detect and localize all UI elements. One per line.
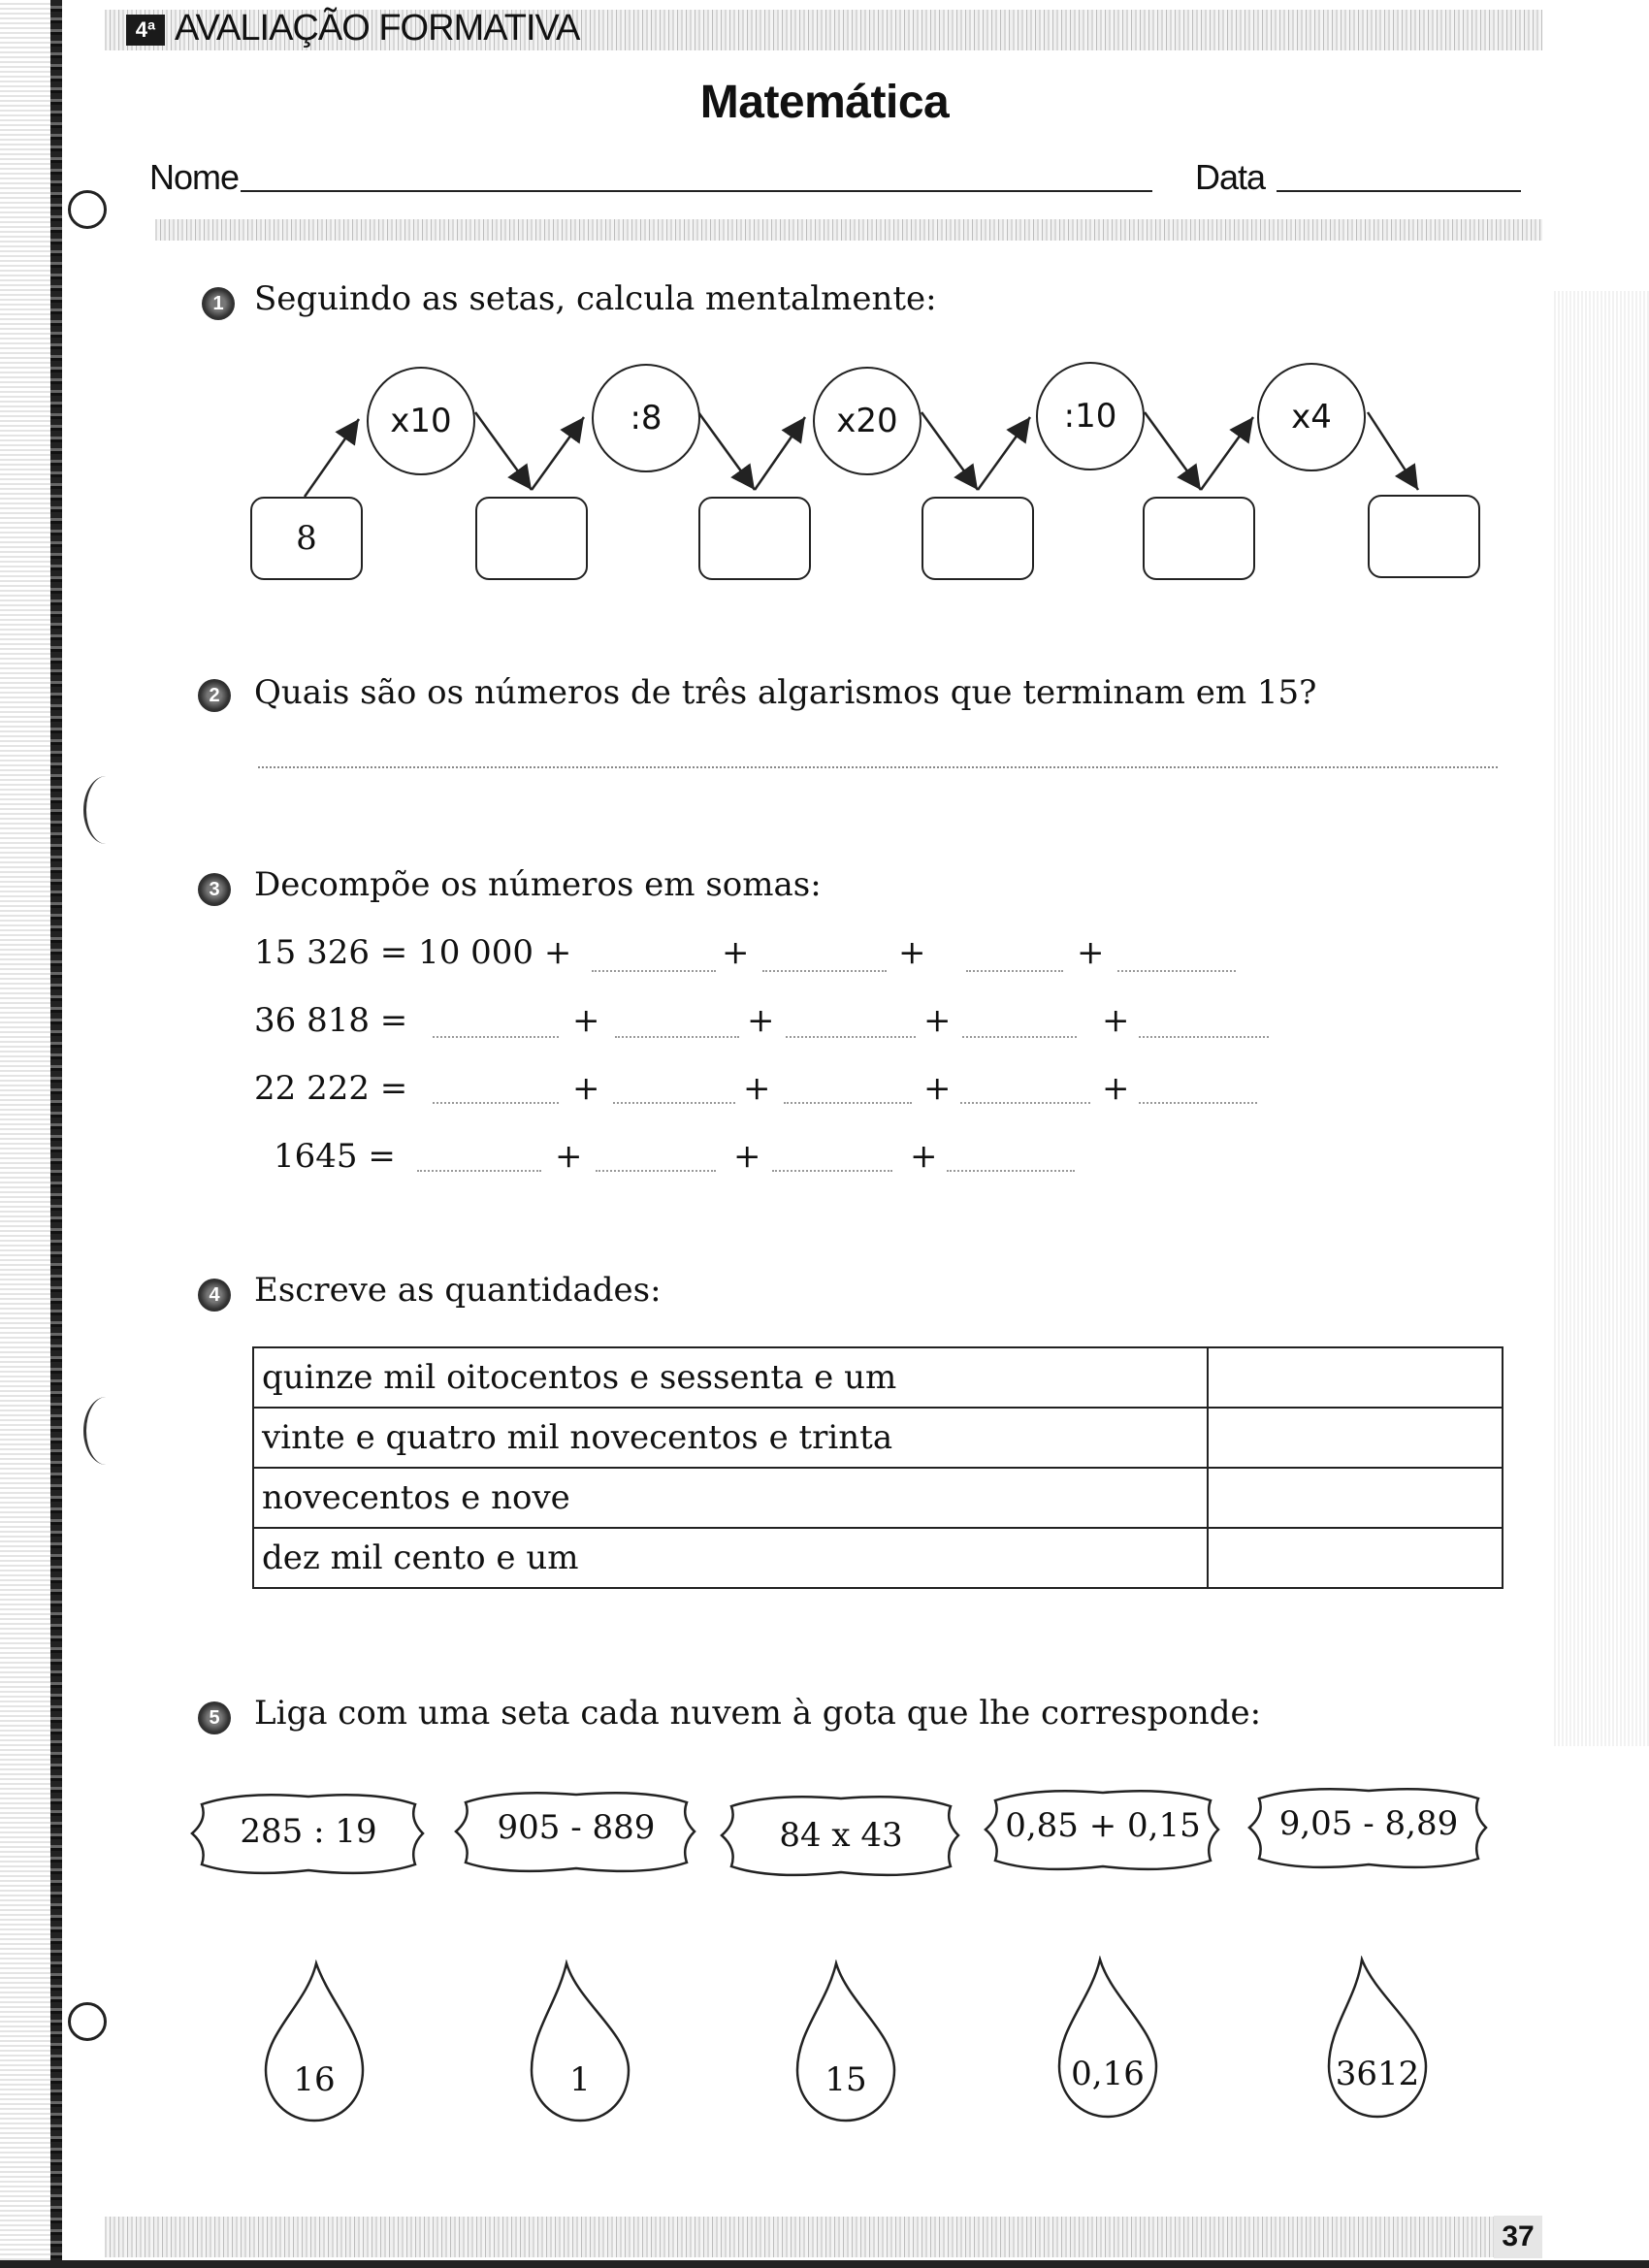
- page-number: 37: [1494, 2216, 1542, 2258]
- exercise-2-number: 2: [198, 679, 231, 712]
- plus-sign: +: [743, 1069, 771, 1108]
- date-field[interactable]: [1277, 190, 1521, 192]
- answer-box[interactable]: [475, 497, 588, 580]
- decomposition-blank[interactable]: [592, 970, 716, 972]
- decomposition-lhs: 1645 =: [274, 1137, 396, 1176]
- drop-icon: [1319, 1956, 1436, 2121]
- binder-hole: [68, 190, 107, 229]
- cloud-label: 0,85 + 0,15: [1005, 1806, 1201, 1845]
- cloud-expression[interactable]: [184, 1785, 433, 1882]
- operation-circle: x20: [813, 367, 922, 475]
- date-label: Data: [1195, 157, 1266, 197]
- plus-sign: +: [1102, 1001, 1130, 1040]
- drop-label: 1: [569, 2060, 591, 2099]
- drop-answer[interactable]: [1050, 1956, 1166, 2121]
- plus-sign: +: [1077, 933, 1105, 972]
- table-row: [253, 1528, 1503, 1588]
- drop-answer[interactable]: [256, 1960, 372, 2124]
- binder-notch: [83, 1397, 129, 1465]
- quantity-words: novecentos e nove: [253, 1468, 1208, 1528]
- decomposition-blank[interactable]: [596, 1170, 716, 1172]
- decomposition-blank[interactable]: [962, 1036, 1077, 1038]
- exercise-5-prompt: Liga com uma seta cada nuvem à gota que lhe corresponde:: [254, 1694, 1262, 1733]
- cloud-label: 84 x 43: [779, 1816, 903, 1855]
- exercise-3-prompt: Decompõe os números em somas:: [254, 865, 822, 904]
- plus-sign: +: [923, 1001, 952, 1040]
- quantity-words: dez mil cento e um: [253, 1528, 1208, 1588]
- binder-notch: [83, 776, 129, 844]
- drop-answer[interactable]: [1319, 1956, 1436, 2121]
- cloud-expression[interactable]: [448, 1783, 704, 1880]
- plus-sign: +: [747, 1001, 775, 1040]
- exercise-1-number: 1: [202, 287, 235, 320]
- decomposition-blank[interactable]: [784, 1102, 912, 1104]
- decomposition-lhs: 22 222 =: [254, 1069, 408, 1108]
- drop-label: 3612: [1335, 2055, 1420, 2093]
- drop-label: 15: [824, 2060, 867, 2099]
- decomposition-blank[interactable]: [1117, 970, 1236, 972]
- decomposition-blank[interactable]: [433, 1036, 559, 1038]
- exercise-4-prompt: Escreve as quantidades:: [254, 1271, 662, 1310]
- decomposition-lhs: 15 326 = 10 000 +: [254, 933, 572, 972]
- name-label: Nome: [149, 157, 240, 197]
- plus-sign: +: [722, 933, 750, 972]
- page-bottom-edge: [0, 2260, 1649, 2268]
- page-scan-texture: [1552, 291, 1649, 1746]
- plus-sign: +: [898, 933, 926, 972]
- operation-circle: :8: [592, 364, 700, 472]
- binder-hole: [68, 2002, 107, 2041]
- plus-sign: +: [910, 1137, 938, 1176]
- plus-sign: +: [733, 1137, 761, 1176]
- exercise-2-prompt: Quais são os números de três algarismos que terminam em 15?: [254, 673, 1317, 712]
- decomposition-blank[interactable]: [966, 970, 1063, 972]
- drop-answer[interactable]: [522, 1960, 638, 2124]
- answer-box[interactable]: [1368, 495, 1480, 578]
- decomposition-blank[interactable]: [615, 1036, 739, 1038]
- plus-sign: +: [923, 1069, 952, 1108]
- page-title: Matemática: [699, 77, 950, 128]
- cloud-label: 905 - 889: [497, 1808, 656, 1847]
- operation-circle: x10: [367, 367, 475, 475]
- name-field[interactable]: [241, 190, 1152, 192]
- exercise-5-number: 5: [198, 1701, 231, 1734]
- footer-band: [105, 2217, 1542, 2257]
- plus-sign: +: [572, 1001, 600, 1040]
- decomposition-blank[interactable]: [433, 1102, 559, 1104]
- header-title: AVALIAÇÃO FORMATIVA: [175, 8, 580, 49]
- answer-box[interactable]: [698, 497, 811, 580]
- drop-label: 0,16: [1071, 2055, 1145, 2093]
- operation-circle: :10: [1036, 362, 1145, 470]
- exercise-3-number: 3: [198, 873, 231, 906]
- decomposition-blank[interactable]: [762, 970, 887, 972]
- quantity-answer-cell[interactable]: [1208, 1408, 1503, 1468]
- decomposition-blank[interactable]: [1139, 1036, 1269, 1038]
- drop-icon: [256, 1960, 372, 2124]
- cloud-expression[interactable]: [714, 1787, 968, 1884]
- plus-sign: +: [555, 1137, 583, 1176]
- level-badge: 4ª: [126, 15, 165, 46]
- drop-icon: [522, 1960, 638, 2124]
- header-divider: [155, 219, 1542, 241]
- exercise-4-number: 4: [198, 1279, 231, 1312]
- drop-icon: [788, 1960, 904, 2124]
- quantities-table: [252, 1346, 1504, 1589]
- quantity-words: vinte e quatro mil novecentos e trinta: [253, 1408, 1208, 1468]
- start-value-box: 8: [250, 497, 363, 580]
- operation-circle: x4: [1257, 363, 1366, 471]
- page-binding-edge: [50, 0, 62, 2268]
- decomposition-blank[interactable]: [960, 1102, 1090, 1104]
- decomposition-blank[interactable]: [947, 1170, 1075, 1172]
- exercise-1-prompt: Seguindo as setas, calcula mentalmente:: [254, 279, 937, 318]
- cloud-label: 9,05 - 8,89: [1278, 1804, 1459, 1843]
- answer-box[interactable]: [922, 497, 1034, 580]
- plus-sign: +: [1102, 1069, 1130, 1108]
- drop-answer[interactable]: [788, 1960, 904, 2124]
- exercise-2-answer-line[interactable]: [258, 766, 1498, 768]
- table-row: [253, 1347, 1503, 1408]
- cloud-expression[interactable]: [978, 1781, 1228, 1878]
- plus-sign: +: [572, 1069, 600, 1108]
- quantity-answer-cell[interactable]: [1208, 1468, 1503, 1528]
- quantity-answer-cell[interactable]: [1208, 1528, 1503, 1588]
- quantity-words: quinze mil oitocentos e sessenta e um: [253, 1347, 1208, 1408]
- table-row: [253, 1468, 1503, 1528]
- decomposition-blank[interactable]: [772, 1170, 892, 1172]
- cloud-label: 285 : 19: [240, 1812, 377, 1851]
- decomposition-blank[interactable]: [417, 1170, 541, 1172]
- cloud-expression[interactable]: [1242, 1779, 1496, 1876]
- drop-label: 16: [293, 2060, 336, 2099]
- table-row: [253, 1408, 1503, 1468]
- decomposition-blank[interactable]: [613, 1102, 735, 1104]
- decomposition-blank[interactable]: [786, 1036, 916, 1038]
- decomposition-lhs: 36 818 =: [254, 1001, 408, 1040]
- quantity-answer-cell[interactable]: [1208, 1347, 1503, 1408]
- answer-box[interactable]: [1143, 497, 1255, 580]
- drop-icon: [1050, 1956, 1166, 2121]
- decomposition-blank[interactable]: [1139, 1102, 1257, 1104]
